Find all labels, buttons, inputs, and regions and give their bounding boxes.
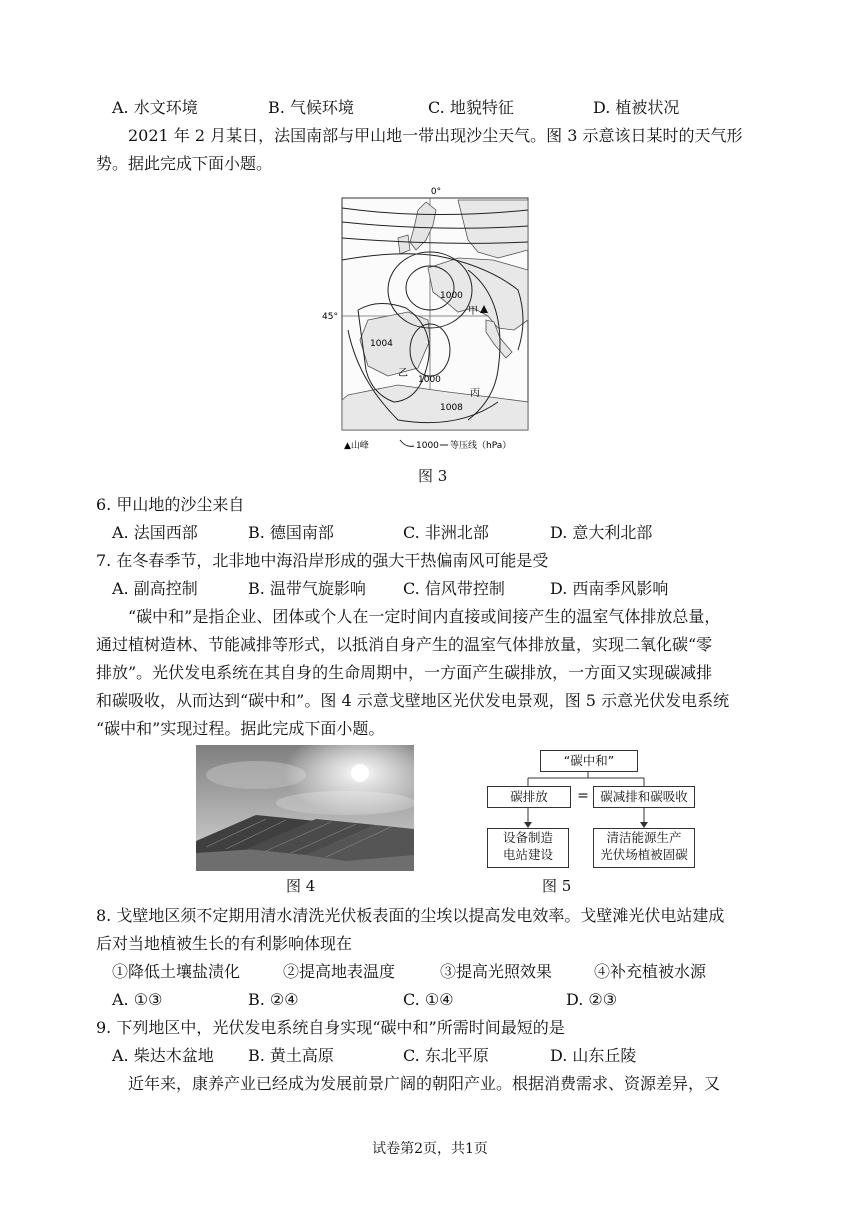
q7-option-d: D. 西南季风影响 [550, 579, 669, 598]
page-footer: 试卷第2页，共1页 [372, 1141, 488, 1157]
q5-option-a: A. 水文环境 [112, 98, 198, 117]
figure-3-weather-map [318, 180, 548, 460]
node-reduction-sources [593, 828, 695, 868]
figure-4-solar-photo [196, 745, 414, 871]
q7-option-c: C. 信风带控制 [403, 579, 505, 598]
isobar-label: 1008 [440, 403, 463, 413]
q8-option-a: A. ①③ [112, 990, 163, 1009]
node-text: 清洁能源生产 [606, 830, 682, 845]
intro2-line2: 通过植树造林、节能减排等形式，以抵消自身产生的温室气体排放量，实现二氧化碳“零 [96, 635, 713, 654]
node-text: 电站建设 [502, 847, 553, 862]
intro2-line1: “碳中和”是指企业、团体或个人在一定时间内直接或间接产生的温室气体排放总量， [128, 607, 721, 626]
place-yi: 乙 [398, 368, 408, 379]
isobar-label: 1000 [418, 375, 441, 385]
equals-sign: = [577, 788, 589, 804]
figure-5-caption: 图 5 [542, 877, 572, 895]
q8-item-2: ②提高地表温度 [283, 962, 396, 981]
place-jia: 甲 [468, 306, 478, 317]
place-bing: 丙 [470, 388, 480, 399]
figure-5-diagram [484, 748, 704, 872]
q6-stem: 6. 甲山地的沙尘来自 [96, 495, 245, 514]
node-carbon-emission: 碳排放 [487, 786, 571, 808]
q9-option-c: C. 东北平原 [403, 1046, 489, 1065]
isobar-label: 1004 [370, 339, 393, 349]
intro2-line5: “碳中和”实现过程。据此完成下面小题。 [96, 719, 385, 738]
node-carbon-reduction: 碳减排和碳吸收 [593, 786, 695, 808]
lon-label: 0° [430, 187, 442, 197]
intro2-line4: 和碳吸收，从而达到“碳中和”。图 4 示意戈壁地区光伏发电景观，图 5 示意光伏发电系统 [96, 691, 730, 710]
node-text: 设备制造 [502, 830, 553, 845]
q6-option-b: B. 德国南部 [248, 523, 334, 542]
node-carbon-neutral: “碳中和” [540, 750, 638, 772]
q8-option-c: C. ①④ [403, 990, 454, 1009]
q6-option-d: D. 意大利北部 [550, 523, 653, 542]
q8-stem-line2: 后对当地植被生长的有利影响体现在 [96, 934, 353, 953]
q7-stem: 7. 在冬春季节，北非地中海沿岸形成的强大干热偏南风可能是受 [96, 551, 549, 570]
q9-option-d: D. 山东丘陵 [550, 1046, 637, 1065]
q8-option-b: B. ②④ [248, 990, 299, 1009]
q8-item-1: ①降低土壤盐渍化 [112, 962, 241, 981]
q7-option-a: A. 副高控制 [112, 579, 198, 598]
node-text: 光伏场植被固碳 [600, 847, 688, 862]
figure-3-caption: 图 3 [418, 467, 448, 485]
q8-item-3: ③提高光照效果 [440, 962, 553, 981]
intro1-line2: 势。据此完成下面小题。 [96, 154, 273, 173]
q6-option-a: A. 法国西部 [112, 523, 198, 542]
q5-option-d: D. 植被状况 [593, 98, 680, 117]
intro1-line1: 2021 年 2 月某日，法国南部与甲山地一带出现沙尘天气。图 3 示意该日某时的天气形 [128, 126, 743, 145]
intro2-line3: 排放”。光伏发电系统在其自身的生命周期中，一方面产生碳排放，一方面又实现碳减排 [96, 663, 713, 682]
q9-option-a: A. 柴达木盆地 [112, 1046, 214, 1065]
legend-isobar: 等压线（hPa） [450, 441, 512, 451]
legend-isobar-icon [400, 440, 414, 446]
q6-option-c: C. 非洲北部 [403, 523, 489, 542]
isobar-label: 1000 [440, 291, 463, 301]
q8-option-d: D. ②③ [566, 990, 618, 1009]
intro3-line1: 近年来，康养产业已经成为发展前景广阔的朝阳产业。根据消费需求、资源差异，又 [128, 1074, 721, 1093]
figure-4-caption: 图 4 [286, 877, 316, 895]
q5-option-c: C. 地貌特征 [428, 98, 514, 117]
lat-label: 45° [322, 312, 338, 322]
node-emission-sources [487, 828, 569, 868]
legend-isobar-value: 1000 [416, 441, 439, 451]
ireland-shape [398, 235, 410, 254]
q5-option-b: B. 气候环境 [268, 98, 354, 117]
legend-peak: ▲山峰 [344, 441, 369, 451]
q9-option-b: B. 黄土高原 [248, 1046, 334, 1065]
q7-option-b: B. 温带气旋影响 [248, 579, 366, 598]
q8-item-4: ④补充植被水源 [594, 962, 707, 981]
sun-icon [351, 764, 369, 782]
q8-stem-line1: 8. 戈壁地区须不定期用清水清洗光伏板表面的尘埃以提高发电效率。戈壁滩光伏电站建成 [96, 906, 725, 925]
q9-stem: 9. 下列地区中，光伏发电系统自身实现“碳中和”所需时间最短的是 [96, 1018, 565, 1037]
